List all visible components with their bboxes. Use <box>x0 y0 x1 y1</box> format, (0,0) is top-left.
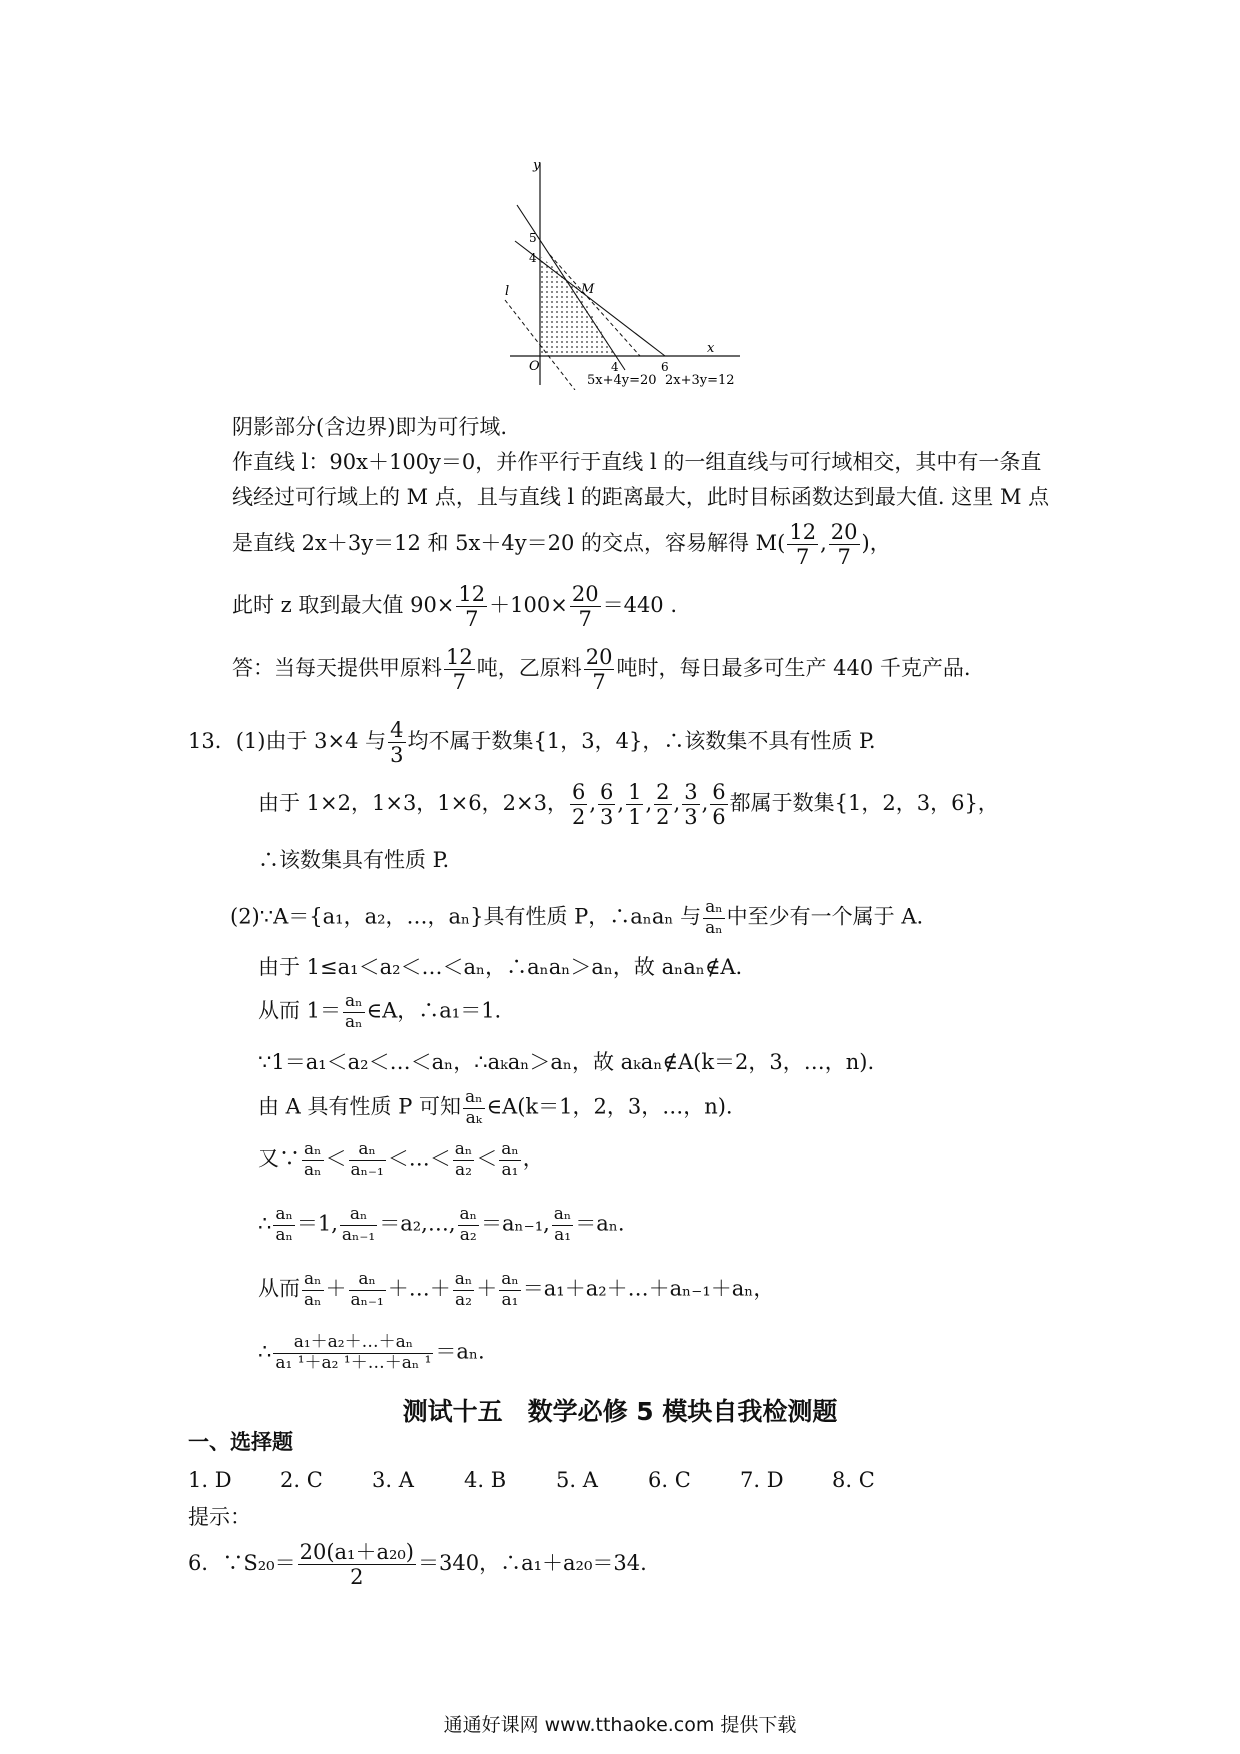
fraction <box>349 1270 386 1310</box>
denominator: 3 <box>600 805 614 830</box>
fraction <box>453 1140 475 1180</box>
q6-line <box>188 1540 647 1589</box>
text-line: 作直线 l：90x＋100y＝0，并作平行于直线 l 的一组直线与可行域相交，其中有一条直 <box>232 450 1042 474</box>
point-m-label: M <box>581 282 595 297</box>
text: 又∵ <box>258 1146 300 1171</box>
denominator: a₁ <box>501 1159 519 1180</box>
text-line <box>232 645 971 694</box>
section-title: 测试十五 数学必修 5 模块自我检测题 <box>402 1397 838 1426</box>
numerator: 20 <box>585 645 613 669</box>
fraction <box>302 1270 324 1310</box>
q13-line <box>230 898 923 938</box>
text: 从而 <box>258 1276 300 1301</box>
text: 此时 z 取到最大值 90× <box>232 593 455 618</box>
text: ＝aₙ. <box>435 1339 485 1364</box>
text: 从而 1＝ <box>258 998 342 1023</box>
numerator: aₙ <box>340 1205 377 1226</box>
q13-line <box>258 992 501 1032</box>
numerator: 6 <box>712 780 726 804</box>
tick-6: 6 <box>661 360 669 374</box>
numerator: aₙ <box>553 1204 572 1224</box>
denominator: 7 <box>452 670 467 695</box>
denominator: aₙ₋₁ <box>350 1159 384 1180</box>
text: )， <box>861 531 891 556</box>
fraction <box>343 992 365 1032</box>
fraction <box>570 780 587 829</box>
numerator: a₁＋a₂＋…＋aₙ <box>273 1333 433 1354</box>
text: ∴ <box>258 1339 272 1364</box>
fraction <box>710 780 727 829</box>
q13-line: ∴ $\frac{\text{aₙ}}{\text{aₙ}}$ ＝1, $\frac{\text{aₙ}}{\text{aₙ₋₁}}$ ＝a₂,…, $\frac{\text{aₙ}}{\text{a₂}}$ ＝aₙ₋₁, $\frac{\text{aₙ}}{\text{a₁}}$ ＝aₙ. <box>258 1204 625 1245</box>
q13-line: 由于 1×2，1×3，1×6，2×3， $\frac{6}{2}$ , $\frac{6}{3}$ , $\frac{1}{1}$ , $\frac{2}{2}$ , $\frac{3}{3}$ , $\frac{6}{6}$ 都属于数集{1，2，3，6}， <box>258 780 999 830</box>
answer-item: 1. D <box>188 1468 232 1492</box>
denominator: 7 <box>465 607 479 632</box>
numerator: 12 <box>446 645 473 669</box>
fraction <box>570 582 601 631</box>
numerator: 3 <box>684 780 698 804</box>
denominator: aₙ <box>304 1159 322 1180</box>
fraction <box>626 780 643 829</box>
denominator: aₙ₋₁ <box>350 1289 384 1310</box>
answer-item: 5. A <box>556 1468 598 1492</box>
q13-line: 由于 1≤a₁＜a₂＜…＜aₙ，∴aₙaₙ＞aₙ，故 aₙaₙ∉A. <box>258 955 743 979</box>
tick-4-y: 4 <box>529 251 537 265</box>
x-label: x <box>707 341 715 356</box>
text: 都属于数集{1，2，3，6}， <box>729 791 999 816</box>
text-line <box>232 582 677 631</box>
text: ＋100× <box>489 593 568 618</box>
fraction <box>273 1333 433 1373</box>
fraction <box>552 1205 574 1245</box>
numerator: aₙ <box>705 897 723 917</box>
denominator: aₙ <box>275 1224 293 1245</box>
denominator: a₁ <box>501 1289 519 1310</box>
denominator: 3 <box>684 805 698 830</box>
y-label: y <box>533 158 541 173</box>
q13-line <box>258 1088 733 1128</box>
numerator: 20(a₁＋a₂₀) <box>299 1540 414 1564</box>
text: ∈A，∴a₁＝1. <box>366 998 502 1023</box>
denominator: 2 <box>350 1565 364 1590</box>
denominator: 2 <box>571 805 586 830</box>
answer-list <box>188 1468 924 1493</box>
shaded-region <box>540 256 615 356</box>
fraction <box>388 718 405 767</box>
answer-item: 3. A <box>372 1468 414 1492</box>
text: ∈A(k＝1，2，3，…，n). <box>486 1094 733 1119</box>
denominator: aₙ <box>345 1011 363 1032</box>
denominator: 3 <box>390 743 404 768</box>
numerator: 20 <box>830 520 858 544</box>
denominator: aₙ <box>304 1289 322 1310</box>
page-footer: 通通好课网 www.tthaoke.com 提供下载 <box>443 1714 797 1736</box>
text: ＝440 . <box>602 593 678 618</box>
denominator: aₙ <box>705 917 723 938</box>
question-label: 13． <box>188 729 236 754</box>
fraction <box>598 780 615 829</box>
denominator: aₙ₋₁ <box>341 1224 376 1245</box>
numerator: aₙ <box>501 1269 519 1289</box>
numerator: 12 <box>789 520 817 544</box>
q13-line: 从而 $\frac{\text{aₙ}}{\text{aₙ}}$ ＋ $\frac{\text{aₙ}}{\text{aₙ₋₁}}$ ＋…＋ $\frac{\text{aₙ}}{\text{a₂}}$ ＋ $\frac{\text{aₙ}}{\text{a₁}}$ ＝a₁＋a₂＋…＋aₙ₋₁＋aₙ， <box>258 1269 775 1310</box>
fraction <box>453 1270 475 1310</box>
numerator: aₙ <box>304 1269 322 1289</box>
answer-item: 2. C <box>280 1468 323 1492</box>
numerator: aₙ <box>454 1139 473 1159</box>
denominator: 7 <box>592 670 606 695</box>
hint-label: 提示： <box>188 1505 251 1529</box>
text-line: 阴影部分(含边界)即为可行域. <box>232 415 508 439</box>
fraction <box>340 1205 377 1245</box>
text: 答：当每天提供甲原料 <box>232 656 442 681</box>
fraction <box>444 645 475 694</box>
numerator: aₙ <box>459 1204 477 1224</box>
numerator: 12 <box>458 582 486 606</box>
numerator: aₙ <box>349 1140 386 1161</box>
denominator: aₖ <box>465 1107 482 1128</box>
denominator: a₂ <box>455 1289 472 1310</box>
text: 吨时，每日最多可生产 440 千克产品. <box>616 656 971 681</box>
tick-5: 5 <box>529 231 537 245</box>
fraction <box>682 780 699 829</box>
fraction <box>584 645 615 694</box>
denominator: 7 <box>578 607 592 632</box>
numerator: aₙ <box>349 1270 386 1291</box>
fraction <box>654 780 671 829</box>
text: ＝a₁＋a₂＋…＋aₙ₋₁＋aₙ， <box>522 1276 775 1301</box>
denominator: 7 <box>796 545 810 570</box>
q13-line: ∵1＝a₁＜a₂＜…＜aₙ，∴aₖaₙ＞aₙ，故 aₖaₙ∉A(k＝2，3，…，n). <box>258 1050 875 1074</box>
fraction <box>499 1270 521 1310</box>
denominator: 7 <box>837 545 851 570</box>
q13-line: ∴该数集具有性质 P. <box>258 848 450 872</box>
text: 是直线 2x＋3y＝12 和 5x＋4y＝20 的交点，容易解得 M( <box>232 531 786 556</box>
denominator: a₁ <box>554 1224 572 1245</box>
numerator: aₙ <box>304 1139 322 1159</box>
fraction <box>273 1205 295 1245</box>
numerator: aₙ <box>275 1204 293 1224</box>
eq-2x3y12: 2x+3y=12 <box>665 373 735 388</box>
text: 6．∵S₂₀＝ <box>188 1551 296 1576</box>
text: (2)∵A＝{a₁，a₂，…，aₙ}具有性质 P，∴aₙaₙ 与 <box>230 904 702 929</box>
text: ∴ <box>258 1211 272 1236</box>
q13-line <box>258 1333 485 1373</box>
numerator: aₙ <box>454 1269 473 1289</box>
answer-item: 6. C <box>648 1468 691 1492</box>
answer-item: 7. D <box>740 1468 784 1492</box>
text: ＝340，∴a₁＋a₂₀＝34. <box>418 1551 647 1576</box>
text: 由于 1×2，1×3，1×6，2×3， <box>258 791 568 816</box>
eq-5x4y20: 5x+4y=20 <box>587 373 657 388</box>
fraction <box>456 582 487 631</box>
denominator: 1 <box>628 805 642 830</box>
numerator: aₙ <box>501 1139 519 1159</box>
fraction <box>829 520 860 569</box>
fraction <box>298 1540 416 1589</box>
tick-4-x: 4 <box>611 360 619 374</box>
denominator: 2 <box>656 805 670 830</box>
answer-item: 4. B <box>464 1468 507 1492</box>
fraction <box>458 1205 480 1245</box>
denominator: a₁ ¹＋a₂ ¹＋…＋aₙ ¹ <box>275 1352 432 1373</box>
fraction <box>499 1140 521 1180</box>
text: 吨，乙原料 <box>476 656 582 681</box>
numerator: 1 <box>628 780 642 804</box>
text-line: 是直线 2x＋3y＝12 和 5x＋4y＝20 的交点，容易解得 M( $\frac{12}{7}$ , $\frac{20}{7}$ )， <box>232 520 891 570</box>
feasible-region-figure <box>495 155 745 390</box>
section-subtitle: 一、选择题 <box>188 1430 293 1454</box>
text: 中至少有一个属于 A. <box>726 904 924 929</box>
fraction <box>703 898 725 938</box>
line-l-label: l <box>505 284 510 299</box>
q13-line: 又∵ $\frac{\text{aₙ}}{\text{aₙ}}$ ＜ $\frac{\text{aₙ}}{\text{aₙ₋₁}}$ ＜…＜ $\frac{\text{aₙ}}{\text{a₂}}$ ＜ $\frac{\text{aₙ}}{\text{a₁}}$ ， <box>258 1139 544 1180</box>
answer-item: 8. C <box>832 1468 875 1492</box>
fraction <box>302 1140 324 1180</box>
numerator: 4 <box>390 718 404 742</box>
q13-line <box>188 718 876 767</box>
text-line: 线经过可行域上的 M 点，且与直线 l 的距离最大，此时目标函数达到最大值. 这里 M 点 <box>232 485 1050 509</box>
numerator: aₙ <box>465 1087 483 1107</box>
numerator: 2 <box>656 780 670 804</box>
text: (1)由于 3×4 与 <box>235 729 387 754</box>
numerator: 20 <box>571 582 599 606</box>
fraction <box>349 1140 386 1180</box>
denominator: 6 <box>712 805 726 830</box>
origin-label: O <box>529 359 540 374</box>
fraction <box>787 520 818 569</box>
numerator: aₙ <box>345 991 363 1011</box>
text: 由 A 具有性质 P 可知 <box>258 1094 461 1119</box>
numerator: 6 <box>571 780 586 804</box>
denominator: a₂ <box>459 1224 477 1245</box>
text: 均不属于数集{1，3，4}，∴该数集不具有性质 P. <box>407 729 876 754</box>
numerator: 6 <box>600 780 614 804</box>
fraction <box>463 1088 485 1128</box>
denominator: a₂ <box>455 1159 472 1180</box>
